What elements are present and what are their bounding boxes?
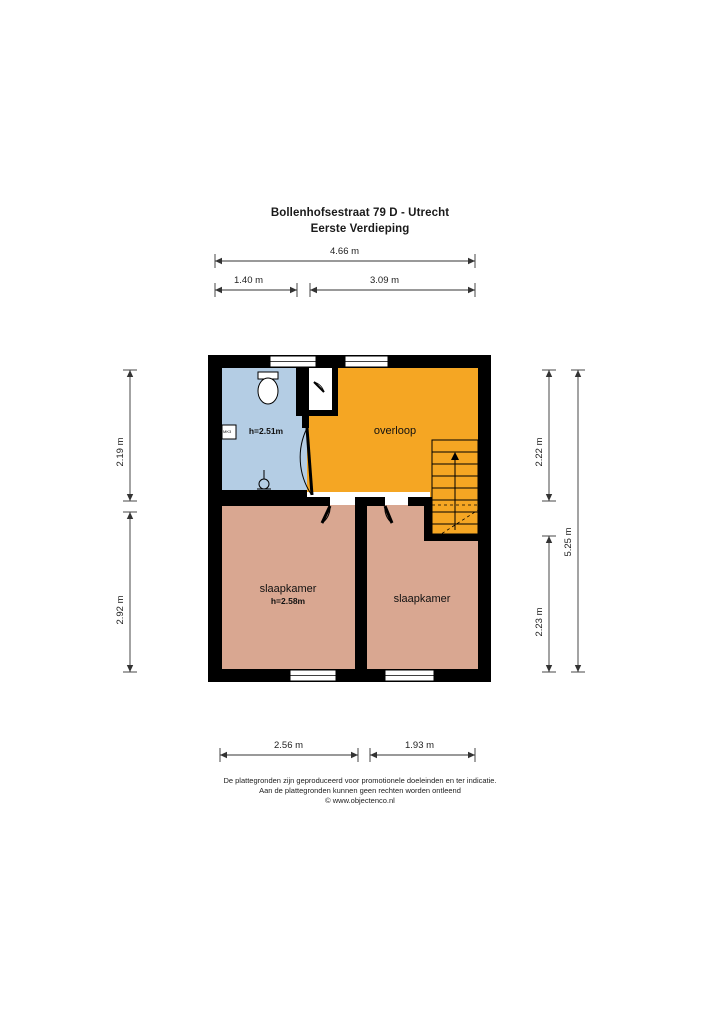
disclaimer-line-2: Aan de plattegronden kunnen geen rechten worden ontleend bbox=[259, 786, 461, 795]
room-label-overloop: overloop bbox=[373, 425, 417, 437]
dim-left-upper-label: 2.19 m bbox=[115, 437, 126, 467]
dim-right-overall-label: 5.25 m bbox=[563, 527, 574, 557]
plan-title-floor: Eerste Verdieping bbox=[310, 223, 410, 235]
dim-bottom-right-label: 1.93 m bbox=[405, 740, 435, 751]
dimension-bottom bbox=[220, 748, 475, 762]
dim-top-right-label: 3.09 m bbox=[370, 275, 400, 286]
dim-top-left-label: 1.40 m bbox=[234, 275, 264, 286]
room-label-bedroom-left: slaapkamer h=2.58m bbox=[259, 583, 317, 606]
dim-right-lower-label: 2.23 m bbox=[534, 607, 545, 637]
disclaimer-line-1: De plattegronden zijn geproduceerd voor promotionele doeleinden en ter indicatie. bbox=[223, 776, 497, 785]
meter-box-label: MK3 bbox=[223, 429, 232, 434]
room-label-bathroom-height: h=2.51m bbox=[248, 426, 284, 436]
plan-title-address: Bollenhofsestraat 79 D - Utrecht bbox=[270, 207, 450, 219]
dimension-left bbox=[123, 370, 137, 672]
dimension-right-overall bbox=[571, 370, 585, 672]
toilet-icon bbox=[258, 372, 278, 404]
room-label-bedroom-right: slaapkamer bbox=[393, 593, 451, 605]
dim-bottom-left-label: 2.56 m bbox=[274, 740, 304, 751]
dim-left-lower-label: 2.92 m bbox=[115, 595, 126, 625]
dim-right-upper-label: 2.22 m bbox=[534, 437, 545, 467]
disclaimer bbox=[0, 776, 720, 806]
disclaimer-copyright: © www.objectenco.nl bbox=[325, 796, 395, 805]
staircase bbox=[432, 440, 478, 540]
dim-top-overall-label: 4.66 m bbox=[330, 246, 360, 257]
